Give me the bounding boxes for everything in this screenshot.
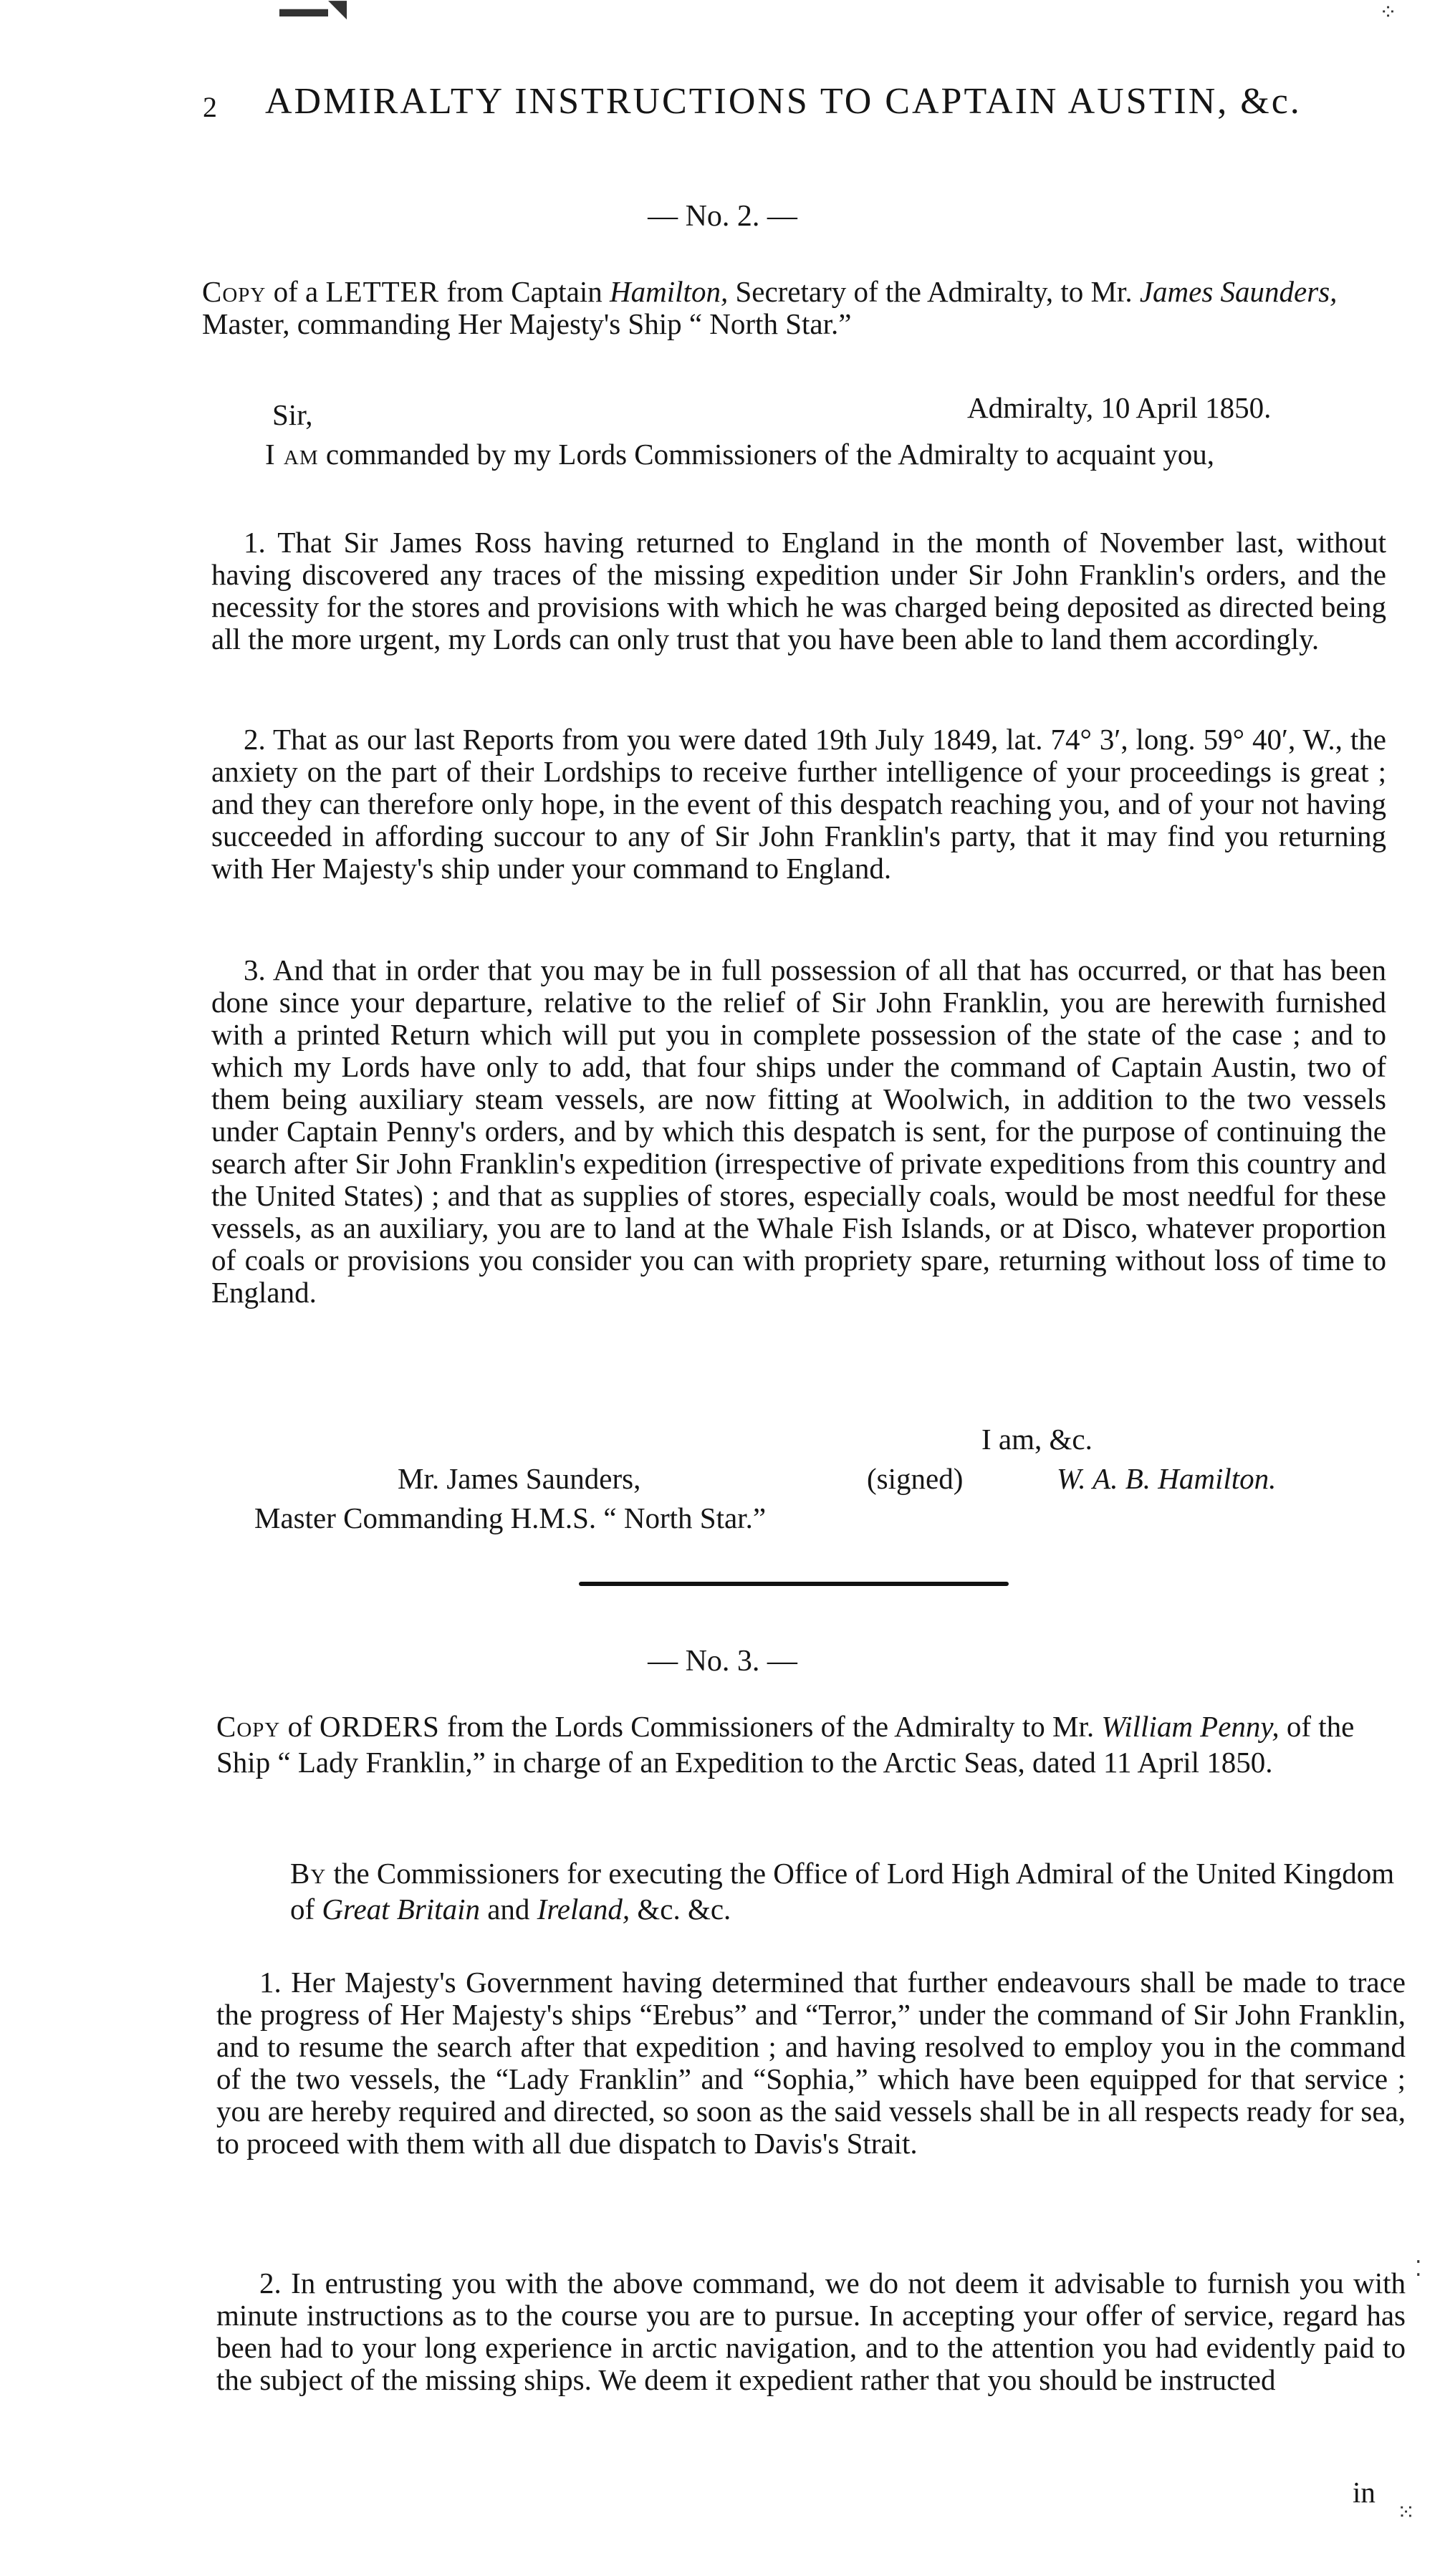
doc3-paragraph-2: 2. In entrusting you with the above command, we do not deem it advisable to furnish you with minute instructions as to the course you are to pursue. In accepting your offer of service, regard has been had to your long experience in arctic navigation, and to the attention you had evidently paid to the subject of the missing ships. We deem it expedient rather that you should be instructed	[216, 2267, 1406, 2396]
margin-speckle: ⁙	[1397, 2501, 1416, 2524]
top-margin-mark: ▬▬◥	[279, 0, 347, 22]
doc3-preamble: By the Commissioners for executing the Office of Lord High Admiral of the United Kingdom of Great Britain and Ireland, &c. &c.	[290, 1857, 1395, 1926]
doc2-paragraph-3: 3. And that in order that you may be in full possession of all that has occurred, or that has been done since your departure, relative to the relief of Sir John Franklin, you are herewith furnished with a printed Return which will put you in complete possession of the state of the case ; and to which my Lords have only to add, that four ships under the command of Captain Austin, two of them being auxiliary steam vessels, are now fitting at Woolwich, in addition to the two vessels under Captain Penny's orders, and by which this despatch is sent, for the purpose of continuing the search after Sir John Franklin's expedition (irrespective of private expeditions from this country and the United States) ; and that as supplies of stores, especially coals, would be most needful for these vessels, as an auxiliary, you are to land at the Whale Fish Islands, or at Disco, whatever proportion of coals or provisions you consider you can with propriety spare, returning without loss of time to England.	[211, 953, 1386, 1309]
margin-speckle: ⁘	[1379, 1, 1398, 24]
doc3-number: — No. 3. —	[648, 1645, 797, 1678]
doc2-addressee-name: Mr. James Saunders,	[398, 1462, 641, 1495]
doc3-heading: Copy of ORDERS from the Lords Commissioners of the Admiralty to Mr. William Penny, of the Ship “ Lady Franklin,” in charge of an Expedition to the Arctic Seas, dated 11 April 1850.	[216, 1710, 1355, 1779]
doc2-paragraph-2: 2. That as our last Reports from you were dated 19th July 1849, lat. 74° 3′, long. 59° 40′, W., the anxiety on the part of their Lordships to receive further intelligence of your proceedings is great ; and they can therefore only hope, in the event of this despatch reaching you, and of your not having succeeded in affording succour to any of Sir John Franklin's party, that it may find you returning with Her Majesty's ship under your command to England.	[211, 723, 1386, 885]
doc2-signed: (signed)	[867, 1462, 964, 1495]
doc2-signature: W. A. B. Hamilton.	[1057, 1462, 1277, 1495]
catchword: in	[1353, 2476, 1376, 2509]
doc2-number: — No. 2. —	[648, 200, 797, 233]
doc2-opening: I am commanded by my Lords Commissioners of the Admiralty to acquaint you,	[265, 438, 1214, 471]
doc2-paragraph-1: 1. That Sir James Ross having returned to England in the month of November last, without having discovered any traces of the missing expedition under Sir John Franklin's orders, and the necessity for the stores and provisions with which he was charged being deposited as directed being all the more urgent, my Lords can only trust that you have been able to land them accordingly.	[211, 526, 1386, 655]
running-head: ADMIRALTY INSTRUCTIONS TO CAPTAIN AUSTIN, &c.	[265, 81, 1302, 122]
margin-speckle: ⁚	[1415, 2257, 1422, 2281]
doc2-closing: I am, &c.	[981, 1423, 1093, 1456]
doc2-place-date: Admiralty, 10 April 1850.	[967, 391, 1272, 424]
doc3-paragraph-1: 1. Her Majesty's Government having determined that further endeavours shall be made to trace the progress of Her Majesty's ships “Erebus” and “Terror,” under the command of Sir John Franklin, and to resume the search after that expedition ; and having resolved to employ you in the command of the two vessels, the “Lady Franklin” and “Sophia,” which have been equipped for that service ; you are hereby required and directed, so soon as the said vessels shall be in all respects ready for sea, to proceed with them with all due dispatch to Davis's Strait.	[216, 1966, 1406, 2160]
section-divider	[579, 1582, 1009, 1586]
doc2-salutation: Sir,	[272, 398, 313, 431]
doc2-heading: Copy of a LETTER from Captain Hamilton, Secretary of the Admiralty, to Mr. James Saunders, Master, commanding Her Majesty's Ship “ North Star.”	[202, 275, 1338, 340]
page-number: 2	[203, 91, 217, 123]
doc2-addressee-title: Master Commanding H.M.S. “ North Star.”	[254, 1501, 767, 1534]
